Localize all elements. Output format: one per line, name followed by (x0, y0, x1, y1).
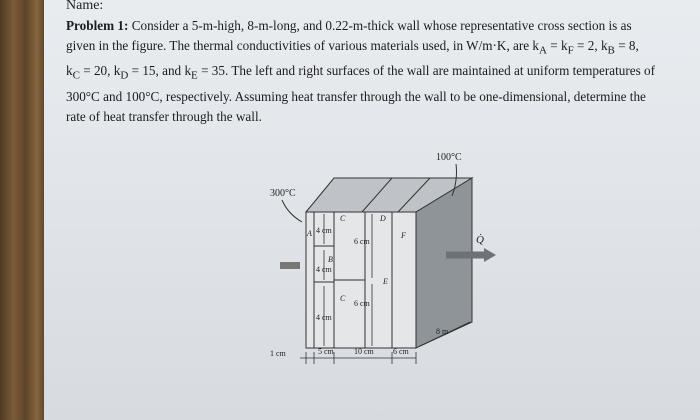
paper-sheet (44, 0, 700, 420)
dim-e-6cm: 6 cm (354, 299, 370, 308)
heat-flow-left-bar (280, 262, 300, 269)
name-label: Name: (66, 0, 104, 13)
problem-line-2: given in the figure. The thermal conductivities of various materials used, in W/m·K, are $k_A = k_F = 2$, $k_B = 8$, (66, 38, 639, 58)
layer-b-label: B (328, 255, 333, 264)
problem-line-1: Problem 1: Consider a 5-m-high, 8-m-long, and 0.22-m-thick wall whose representative cross section is as (66, 18, 632, 33)
problem-line-4: 300°C and 100°C, respectively. Assuming heat transfer through the wall to be one-dimensional, determine the (66, 88, 646, 104)
dim-length-8m: 8 m (436, 327, 449, 336)
layer-d-label: D (380, 214, 386, 223)
layer-e-label: E (383, 277, 388, 286)
problem-line-5: rate of heat transfer through the wall. (66, 108, 262, 124)
layer-c-top-label: C (340, 214, 346, 223)
layer-f-label: F (401, 231, 406, 240)
temp-right-label: 100°C (436, 152, 462, 163)
problem-title: Problem 1: (66, 18, 129, 33)
dim-d-6cm: 6 cm (354, 237, 370, 246)
heat-flow-right-arrowhead (484, 248, 496, 262)
dim-width-6cm: 6 cm (393, 347, 409, 356)
temp-left-label: 300°C (270, 188, 296, 199)
dim-width-5cm: 5 cm (318, 347, 334, 356)
layer-a-label: A (307, 229, 312, 238)
dim-b-4cm: 4 cm (316, 265, 332, 274)
wooden-desk-edge (0, 0, 46, 420)
wall-cross-section-figure (44, 0, 700, 420)
dim-width-1cm: 1 cm (270, 349, 286, 358)
dim-c-4cm: 4 cm (316, 313, 332, 322)
problem-line-3: $k_C = 20$, $k_D = 15$, and $k_E = 35$. The left and right surfaces of the wall are maintained at uniform temperatures of (66, 63, 656, 83)
heat-rate-label: Q̇ (476, 234, 484, 246)
dim-width-10cm: 10 cm (354, 347, 374, 356)
dim-a-4cm: 4 cm (316, 226, 332, 235)
layer-c-bottom-label: C (340, 294, 346, 303)
